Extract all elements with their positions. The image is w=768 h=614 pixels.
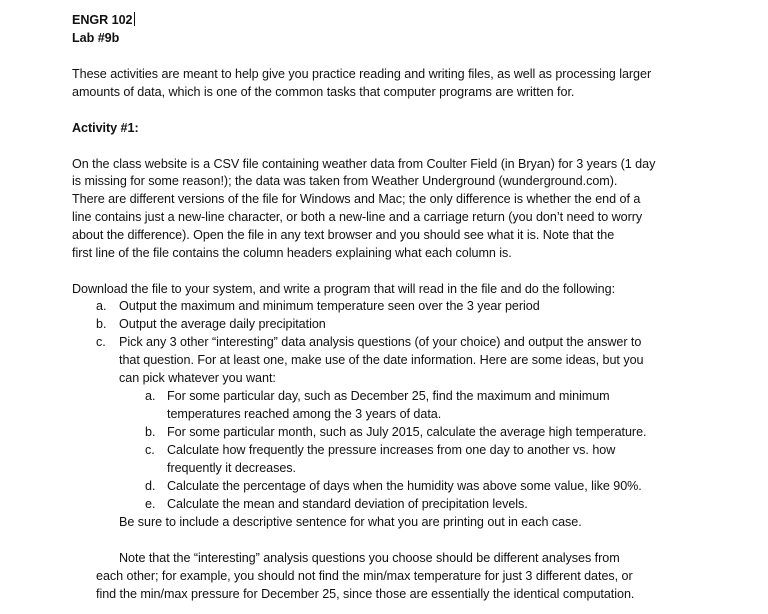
final-note-line: each other; for example, you should not find the min/max temperature for just 3 different dates, or <box>96 569 633 583</box>
description-line: line contains just a new-line character, or both a new-line and a carriage return (you don’t need to worry <box>72 210 643 224</box>
text-cursor <box>134 12 135 26</box>
activity-heading: Activity #1: <box>72 121 139 135</box>
idea-item: Calculate how frequently the pressure increases from one day to another vs. how <box>167 443 616 457</box>
idea-item: Calculate the mean and standard deviation of precipitation levels. <box>167 497 528 511</box>
idea-item: Calculate the percentage of days when the humidity was above some value, like 90%. <box>167 479 642 493</box>
task-marker: b. <box>96 317 107 331</box>
task-item: Output the average daily precipitation <box>119 317 326 331</box>
task-item: Pick any 3 other “interesting” data analysis questions (of your choice) and output the answer to <box>119 335 642 349</box>
final-note-line: find the min/max pressure for December 25, since those are essentially the identical computation. <box>96 587 635 601</box>
idea-item-continued: frequently it decreases. <box>167 461 297 475</box>
description-line: There are different versions of the file for Windows and Mac; the only difference is whether the end of a <box>72 192 641 206</box>
description-line: On the class website is a CSV file containing weather data from Coulter Field (in Bryan) for 3 years (1 day <box>72 157 656 171</box>
task-item: Output the maximum and minimum temperature seen over the 3 year period <box>119 299 540 313</box>
idea-marker: a. <box>145 389 156 403</box>
task-marker: a. <box>96 299 107 313</box>
task-item-continued: that question. For at least one, make use of the date information. Here are some ideas, but you <box>119 353 644 367</box>
idea-marker: d. <box>145 479 156 493</box>
task-item-continued: can pick whatever you want: <box>119 371 276 385</box>
intro-line: These activities are meant to help give you practice reading and writing files, as well as processing larger <box>72 67 652 81</box>
description-line: is missing for some reason!); the data was taken from Weather Underground (wunderground.com). <box>72 174 618 188</box>
download-intro: Download the file to your system, and write a program that will read in the file and do the following: <box>72 282 616 296</box>
idea-item: For some particular day, such as December 25, find the maximum and minimum <box>167 389 610 403</box>
description-line: first line of the file contains the column headers explaining what each column is. <box>72 246 512 260</box>
final-note-line: Note that the “interesting” analysis questions you choose should be different analyses from <box>119 551 620 565</box>
lab-title: Lab #9b <box>72 31 120 45</box>
idea-item-continued: temperatures reached among the 3 years of data. <box>167 407 442 421</box>
idea-marker: b. <box>145 425 156 439</box>
idea-item: For some particular month, such as July 2015, calculate the average high temperature. <box>167 425 647 439</box>
idea-marker: e. <box>145 497 156 511</box>
intro-line: amounts of data, which is one of the common tasks that computer programs are written for. <box>72 85 575 99</box>
course-title: ENGR 102 <box>72 13 133 27</box>
description-line: about the difference). Open the file in any text browser and you should see what it is. Note that the <box>72 228 615 242</box>
include-note: Be sure to include a descriptive sentence for what you are printing out in each case. <box>119 515 582 529</box>
task-marker: c. <box>96 335 106 349</box>
idea-marker: c. <box>145 443 155 457</box>
